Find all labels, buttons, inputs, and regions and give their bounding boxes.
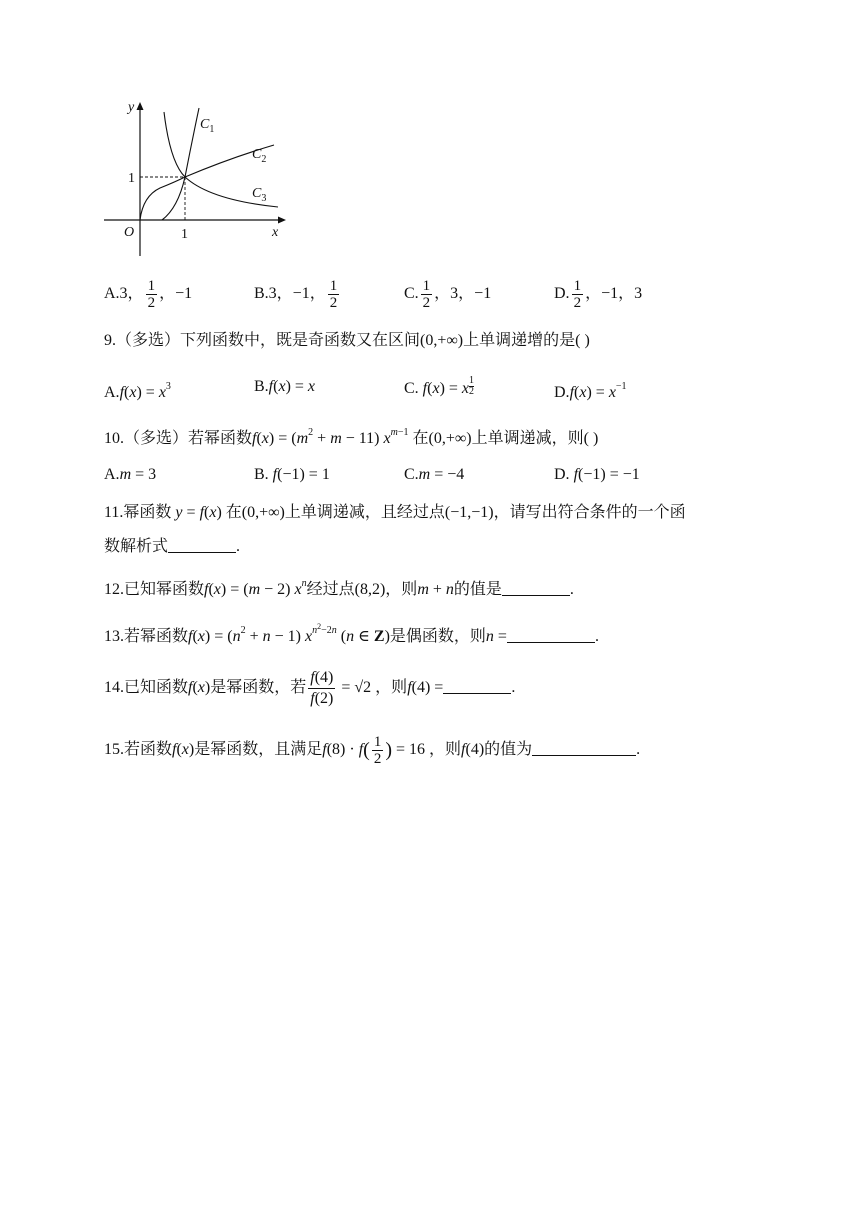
q14: 14.已知函数f(x)是幂函数，若 $\frac{f(4)}{f(2)}$ = √2 ，则f(4) = . <box>104 669 516 707</box>
answer-blank[interactable] <box>532 739 636 756</box>
q12-text-d: 的值是 <box>453 581 502 598</box>
q10-option-b: B. f(−1) = 1 <box>254 466 330 483</box>
q12-text-b: 经过点 <box>306 581 355 598</box>
q8-option-c-prefix: C. <box>404 285 419 303</box>
q14-text-a: 14.已知函数 <box>104 679 189 697</box>
q9-opt-b-label: B. <box>254 378 269 395</box>
answer-blank[interactable] <box>168 536 236 553</box>
q8-option-a-prefix: A.3， <box>104 285 144 303</box>
fraction: $\frac{1}{2}$ <box>373 734 382 767</box>
frac-den: 2 <box>329 295 338 311</box>
origin-label: O <box>124 225 135 240</box>
q11-line1: 11.幂函数 y = f(x) 在(0,+∞)上单调递减，且经过点(−1,−1)，请写出符合条件的一个函 <box>104 504 686 521</box>
q9-option-a: $A.f(x) = x^3$ <box>104 381 171 401</box>
q11-text-d: ，请写出符合条件的一个函 <box>493 504 686 521</box>
curve-c3-label: $C_3$ <box>252 186 267 204</box>
q9-option-b: B.f(x) = x <box>254 378 316 395</box>
q8-option-d-suffix: ，−1，3 <box>585 285 643 303</box>
frac-num: 1 <box>329 278 338 294</box>
answer-blank[interactable] <box>443 677 511 694</box>
q14-text-c: ，则 <box>375 679 408 697</box>
q12-point: (8,2) <box>354 581 386 598</box>
q11-interval: (0,+∞) <box>241 504 285 521</box>
q8-option-a-suffix: ，−1 <box>159 285 193 303</box>
q10-opt-b-label: B. <box>254 466 269 483</box>
q11-point: (−1,−1) <box>444 504 494 521</box>
fraction <box>328 278 340 311</box>
q13-text-a: 13.若幂函数 <box>104 628 189 645</box>
q10-opt-d-label: D. <box>554 466 570 483</box>
q9-stem <box>104 330 590 352</box>
q9-opt-d-exp: −1 <box>615 381 627 392</box>
frac-den: 2 <box>147 295 156 311</box>
frac-den: 2 <box>422 295 431 311</box>
frac-den: 2 <box>573 295 582 311</box>
q8-option-c <box>404 278 491 311</box>
q9-opt-c-exp-den: 2 <box>469 386 475 397</box>
curve-c2-label: $C_2$ <box>252 147 267 165</box>
q11-line2: 数解析式 . <box>104 538 241 555</box>
q9-stem-a: 9.（多选）下列函数中，既是奇函数又在区间 <box>104 332 421 349</box>
q8-option-b-prefix: B.3，−1， <box>254 285 326 303</box>
q10-option-d: D. f(−1) = −1 <box>554 466 640 483</box>
y-axis-label: y <box>128 100 135 115</box>
q9-opt-a-exp: 3 <box>165 381 171 392</box>
q13: 13.若幂函数$f(x) = (n^2 + n - 1)$ $x^{n^2-2n}$ (n ∈ Z)是偶函数，则n = . <box>104 622 599 645</box>
q13-text-b: 是偶函数，则 <box>389 628 486 645</box>
x-axis-label: x <box>272 225 279 240</box>
q10-option-a: A.m = 3 <box>104 466 157 483</box>
fraction <box>421 278 433 311</box>
q10-stem-c: 上单调递减，则( ) <box>471 430 599 447</box>
power-function-graph <box>100 96 300 266</box>
q10-option-c: C.m = −4 <box>404 466 465 483</box>
q15-text-d: 的值为 <box>484 741 533 759</box>
q9-opt-d-label: D. <box>554 384 570 401</box>
answer-blank[interactable] <box>507 626 595 643</box>
q10-interval: (0,+∞) <box>428 430 472 447</box>
x-axis-arrow <box>278 217 286 224</box>
q9-opt-c-label: C. <box>404 380 419 397</box>
q15-text-b: 是幂函数，且满足 <box>194 741 323 759</box>
q9-interval: (0,+∞) <box>420 332 464 349</box>
q9-option-c: C. f(x) = x $^{\frac{1}{2}}$ <box>404 375 475 397</box>
q10-stem-a: 10.（多选）若幂函数 <box>104 430 253 447</box>
q14-text-b: 是幂函数，若 <box>210 679 307 697</box>
q10-stem: 10.（多选）若幂函数$f(x) = (m^2 + m - 11)$ $x^{m-1}$ 在(0,+∞)上单调递减，则( ) <box>104 427 599 447</box>
answer-blank[interactable] <box>502 579 570 596</box>
q8-option-a <box>104 278 192 311</box>
q12: 12.已知幂函数f(x) = (m − 2) $x^n$经过点(8,2)，则m + n的值是 . <box>104 578 574 598</box>
q12-text-c: ，则 <box>385 581 418 598</box>
q11-text-c: 上单调递减，且经过点 <box>284 504 445 521</box>
frac-num: 1 <box>422 278 431 294</box>
q8-option-d-prefix: D. <box>554 285 570 303</box>
q9-stem-b: 上单调递增的是( ) <box>463 332 590 349</box>
fraction <box>146 278 158 311</box>
q15-text-c: ，则 <box>429 741 462 759</box>
q9-opt-c-exp-num: 1 <box>469 375 475 386</box>
q11-text-a: 11.幂函数 <box>104 504 172 521</box>
curve-c1 <box>162 108 199 220</box>
frac-num: 1 <box>573 278 582 294</box>
q9-opt-a-label: A. <box>104 384 120 401</box>
fraction: $\frac{f(4)}{f(2)}$ <box>310 669 334 707</box>
y-axis-arrow <box>137 102 144 110</box>
q12-text-a: 12.已知幂函数 <box>104 581 205 598</box>
q15-text-a: 15.若函数 <box>104 741 173 759</box>
q11-text-b: 在 <box>225 504 242 521</box>
q9-option-d: $D.f(x) = x^{-1}$ <box>554 381 627 401</box>
curve-c1-label: $C_1$ <box>200 117 215 135</box>
q10-stem-b: 在 <box>412 430 429 447</box>
q15: 15.若函数f(x)是幂函数，且满足f(8) · f( $\frac{1}{2}$ ) = 16 ，则f(4)的值为 . <box>104 734 641 767</box>
q8-option-d <box>554 278 642 311</box>
x-tick-label: 1 <box>181 227 188 242</box>
fraction <box>572 278 584 311</box>
q10-opt-c-label: C. <box>404 466 419 483</box>
q8-option-b <box>254 278 341 311</box>
y-tick-label: 1 <box>128 171 135 186</box>
frac-num: 1 <box>147 278 156 294</box>
q11-text-line2: 数解析式 <box>104 538 169 555</box>
q10-opt-a-label: A. <box>104 466 120 483</box>
q8-option-c-suffix: ，3，−1 <box>434 285 492 303</box>
